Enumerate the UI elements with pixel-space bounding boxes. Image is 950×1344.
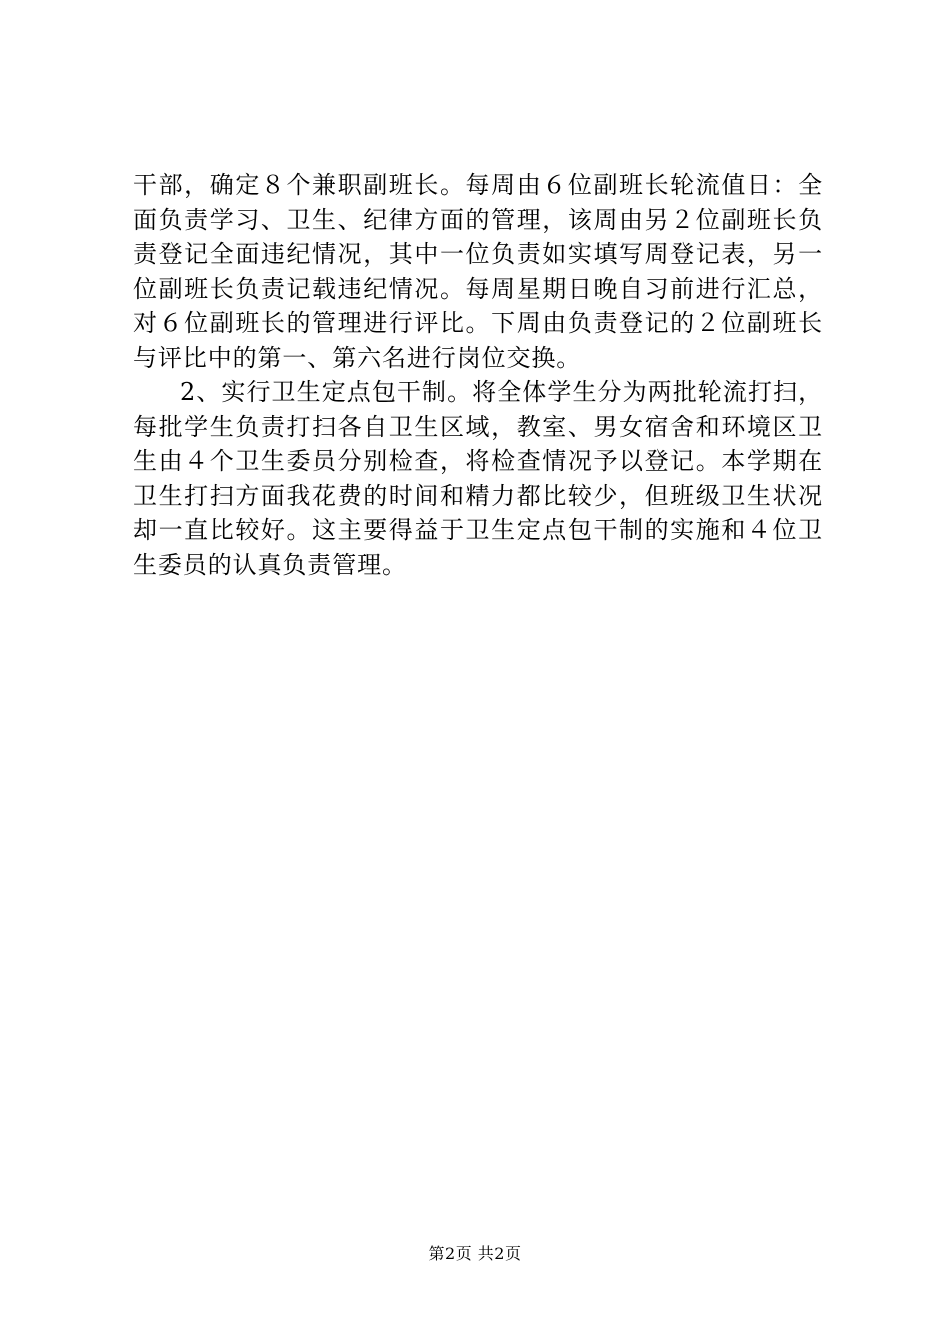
text-line: 每批学生负责打扫各自卫生区域，教室、男女宿舍和环境区卫 (133, 412, 823, 441)
paragraph-class-officers (133, 168, 823, 375)
text-line: 生委员的认真负责管理。 (133, 550, 407, 579)
text-line: 面负责学习、卫生、纪律方面的管理，该周由另２位副班长负 (133, 205, 823, 234)
page-number-label: 第2页 共2页 (428, 1244, 522, 1263)
text-line: 责登记全面违纪情况，其中一位负责如实填写周登记表，另一 (133, 240, 823, 268)
text-line: 对６位副班长的管理进行评比。下周由负责登记的２位副班长 (133, 309, 823, 337)
text-line: 却一直比较好。这主要得益于卫生定点包干制的实施和４位卫 (133, 516, 823, 544)
text-line: 2、实行卫生定点包干制。将全体学生分为两批轮流打扫， (180, 378, 823, 406)
paragraph-hygiene-system (133, 375, 823, 582)
text-line: 干部，确定８个兼职副班长。每周由６位副班长轮流值日：全 (133, 171, 823, 199)
text-line: 位副班长负责记载违纪情况。每周星期日晚自习前进行汇总， (133, 274, 823, 303)
text-line: 卫生打扫方面我花费的时间和精力都比较少，但班级卫生状况 (133, 481, 823, 510)
page-footer (0, 1244, 950, 1264)
text-line: 生由４个卫生委员分别检查，将检查情况予以登记。本学期在 (133, 447, 823, 475)
body-text (133, 168, 823, 582)
text-line: 与评比中的第一、第六名进行岗位交换。 (133, 343, 582, 372)
